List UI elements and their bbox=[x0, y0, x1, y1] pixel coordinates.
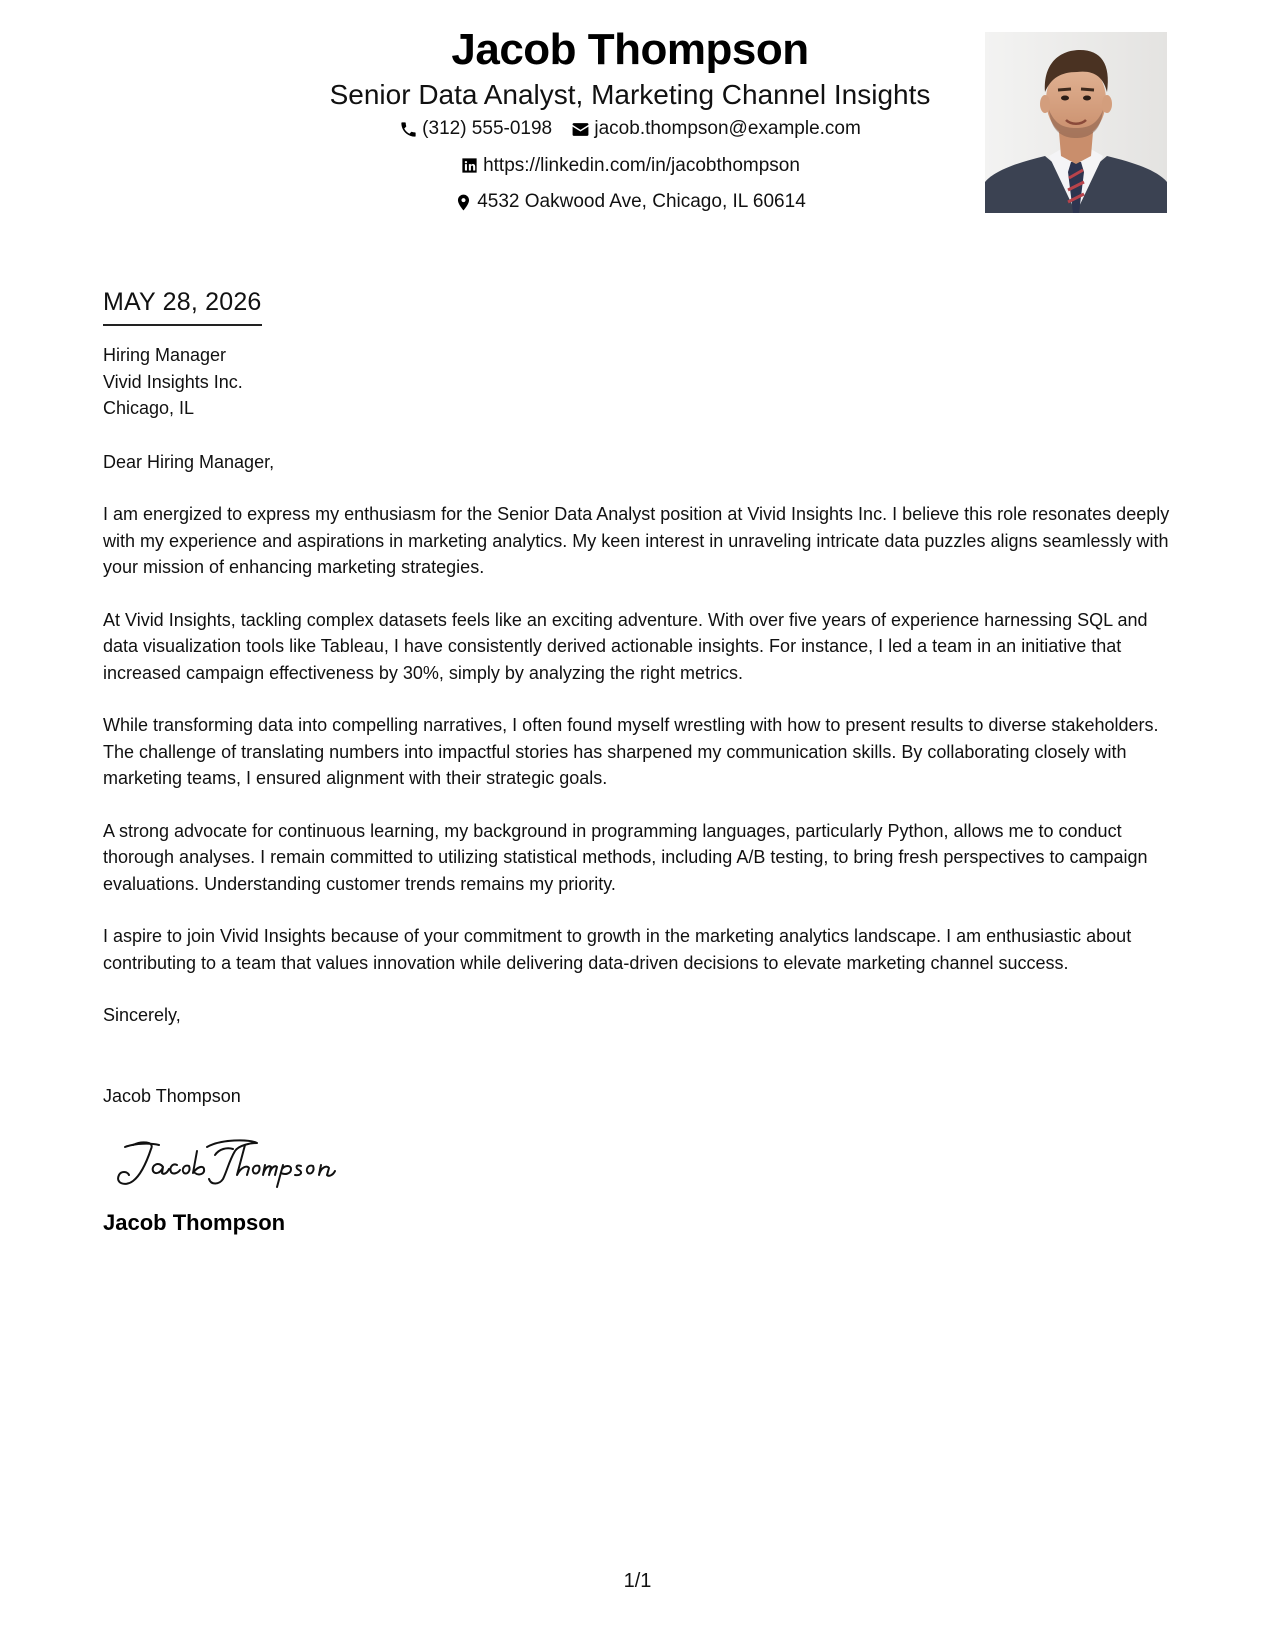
recipient-block bbox=[103, 342, 1183, 422]
body-paragraph: While transforming data into compelling narratives, I often found myself wrestling with how to present results to diverse stakeholders. The challenge of translating numbers into impactful stories has sharpened my communication skills. By collaborating closely with marketing teams, I ensured alignment with their strategic goals. bbox=[103, 715, 1159, 788]
contact-row-address bbox=[160, 187, 1100, 222]
recipient-line: Vivid Insights Inc. bbox=[103, 371, 243, 392]
applicant-title: Senior Data Analyst, Marketing Channel Insights bbox=[329, 79, 931, 110]
linkedin-url: https://linkedin.com/in/jacobthompson bbox=[483, 154, 800, 176]
footer-signature-name: Jacob Thompson bbox=[103, 1210, 286, 1235]
contact-row-phone-email bbox=[160, 114, 1100, 149]
linkedin-contact bbox=[460, 151, 800, 181]
email-contact bbox=[571, 114, 860, 144]
applicant-name: Jacob Thompson bbox=[451, 25, 809, 74]
signature-image bbox=[111, 1131, 361, 1191]
page-number: 1/1 bbox=[623, 1570, 652, 1592]
body-paragraph: At Vivid Insights, tackling complex datasets feels like an exciting adventure. With over five years of experience harnessing SQL and data visualization tools like Tableau, I have consistently derived actionable insights. For instance, I led a team in an initiative that increased campaign effectiveness by 30%, simply by analyzing the right metrics. bbox=[103, 609, 1148, 683]
body-paragraph: A strong advocate for continuous learning, my background in programming languages, particularly Python, allows me to conduct thorough analyses. I remain committed to utilizing statistical methods, including A/B testing, to bring fresh perspectives to campaign evaluations. Understanding customer trends remains my priority. bbox=[103, 820, 1148, 894]
mailing-address: 4532 Oakwood Ave, Chicago, IL 60614 bbox=[477, 191, 806, 212]
closing: Sincerely, bbox=[103, 1005, 181, 1025]
linkedin-icon bbox=[460, 156, 479, 175]
recipient-line: Hiring Manager bbox=[103, 345, 227, 365]
letter-body bbox=[103, 285, 1183, 1237]
address-contact bbox=[454, 187, 806, 217]
portrait-image bbox=[985, 32, 1167, 213]
phone-icon bbox=[399, 120, 418, 139]
profile-photo bbox=[985, 32, 1167, 213]
phone-contact bbox=[399, 114, 552, 144]
email-address: jacob.thompson@example.com bbox=[594, 118, 861, 139]
envelope-icon bbox=[571, 120, 590, 139]
handwritten-signature bbox=[111, 1131, 361, 1191]
letter-date: MAY 28, 2026 bbox=[103, 285, 262, 326]
contact-row-linkedin bbox=[160, 151, 1100, 186]
map-pin-icon bbox=[454, 193, 473, 212]
phone-number: (312) 555-0198 bbox=[422, 118, 553, 139]
closing-name: Jacob Thompson bbox=[103, 1085, 241, 1106]
body-paragraph: I am energized to express my enthusiasm for the Senior Data Analyst position at Vivid Insights Inc. I believe this role resonates deeply with my experience and aspirations in marketing analytics. My keen interest in unraveling intricate data puzzles aligns seamlessly with your mission of enhancing marketing strategies. bbox=[103, 504, 1170, 577]
body-paragraph: I aspire to join Vivid Insights because of your commitment to growth in the marketing analytics landscape. I am enthusiastic about contributing to a team that values innovation while delivering data-driven decisions to elevate marketing channel success. bbox=[103, 926, 1132, 973]
salutation: Dear Hiring Manager, bbox=[103, 451, 275, 472]
header bbox=[160, 22, 1100, 222]
recipient-line: Chicago, IL bbox=[103, 398, 195, 418]
